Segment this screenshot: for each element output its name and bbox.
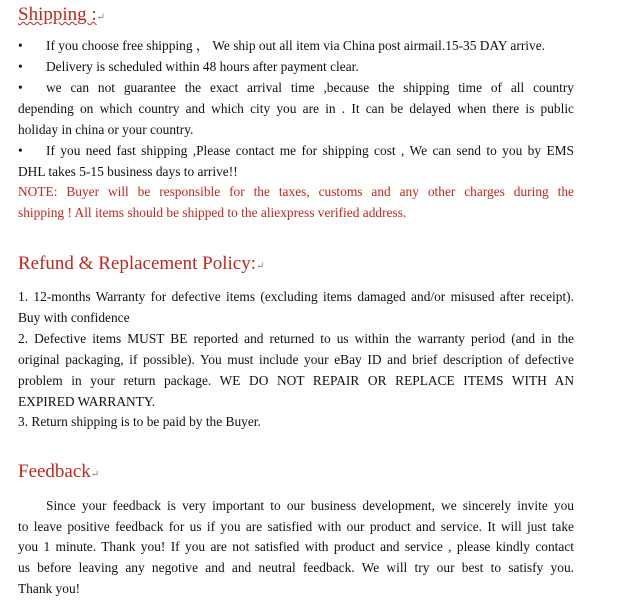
shipping-note-line-2: shipping ! All items should be shipped to the aliexpress verified address.: [18, 205, 407, 220]
shipping-bullet-1: [18, 36, 574, 56]
shipping-bullet-4-text: If you need fast shipping ,Please contact me for shipping cost , We can send to you by EMS: [46, 143, 574, 158]
paragraph-mark: ↵: [255, 261, 265, 272]
shipping-bullet-1-text: If you choose free shipping ， We ship out all item via China post airmail.15-35 DAY arrive.: [46, 38, 545, 53]
shipping-bullet-3-line-3: holiday in china or your country.: [18, 122, 194, 137]
bullet-icon: •: [18, 59, 23, 74]
shipping-note-line-1: NOTE: Buyer will be responsible for the taxes, customs and any other charges during the: [18, 184, 574, 199]
refund-heading: [18, 253, 264, 275]
shipping-bullet-2: [18, 57, 574, 77]
refund-item-2-line-2: original packaging, if possible). You must include your eBay ID and brief description of defective: [18, 352, 574, 367]
shipping-bullet-3: [18, 78, 574, 98]
paragraph-mark: ↵: [96, 12, 106, 23]
shipping-bullet-3-text: we can not guarantee the exact arrival time ,because the shipping time of all country: [46, 80, 574, 95]
refund-item-3: 3. Return shipping is to be paid by the Buyer.: [18, 414, 261, 429]
shipping-bullet-4-line-2: DHL takes 5-15 business days to arrive!!: [18, 164, 238, 179]
bullet-icon: •: [18, 80, 23, 95]
shipping-bullet-3-line-2: depending on which country and which city you are in . It can be delayed when there is public: [18, 101, 574, 116]
refund-title: Refund & Replacement Policy:: [18, 253, 256, 274]
feedback-line-1: [46, 496, 574, 516]
refund-item-1-line-1: 1. 12-months Warranty for defective items (excluding items damaged and/or misused after receipt).: [18, 289, 574, 304]
feedback-line-5: Thank you!: [18, 581, 81, 596]
bullet-icon: •: [18, 38, 23, 53]
shipping-title: Shipping :: [18, 4, 97, 25]
shipping-bullet-4: [18, 141, 574, 161]
bullet-icon: •: [18, 143, 23, 158]
feedback-line-2: to leave positive feedback for us if you are satisfied with our product and service. It will just take: [18, 519, 574, 534]
refund-item-2-line-1: 2. Defective items MUST BE reported and returned to us within the warranty period (and in the: [18, 331, 574, 346]
refund-item-2-line-3: problem in your return package. WE DO NOT REPAIR OR REPLACE ITEMS WITH AN: [18, 373, 574, 388]
refund-item-2-line-4: EXPIRED WARRANTY.: [18, 394, 156, 409]
refund-item-1-line-2: Buy with confidence: [18, 310, 130, 325]
shipping-heading: [18, 4, 105, 26]
feedback-line-3: you 1 minute. Thank you! If you are not satisfied with product and service , please kindly contact: [18, 539, 574, 554]
feedback-title: Feedback: [18, 461, 91, 482]
feedback-heading: [18, 461, 99, 483]
feedback-line-1-text: Since your feedback is very important to our business development, we sincerely invite you: [46, 498, 574, 513]
paragraph-mark: ↵: [90, 469, 100, 480]
feedback-line-4: us before leaving any negotive and and neutral feedback. We will try our best to satisfy you.: [18, 560, 574, 575]
shipping-bullet-2-text: Delivery is scheduled within 48 hours after payment clear.: [46, 59, 359, 74]
